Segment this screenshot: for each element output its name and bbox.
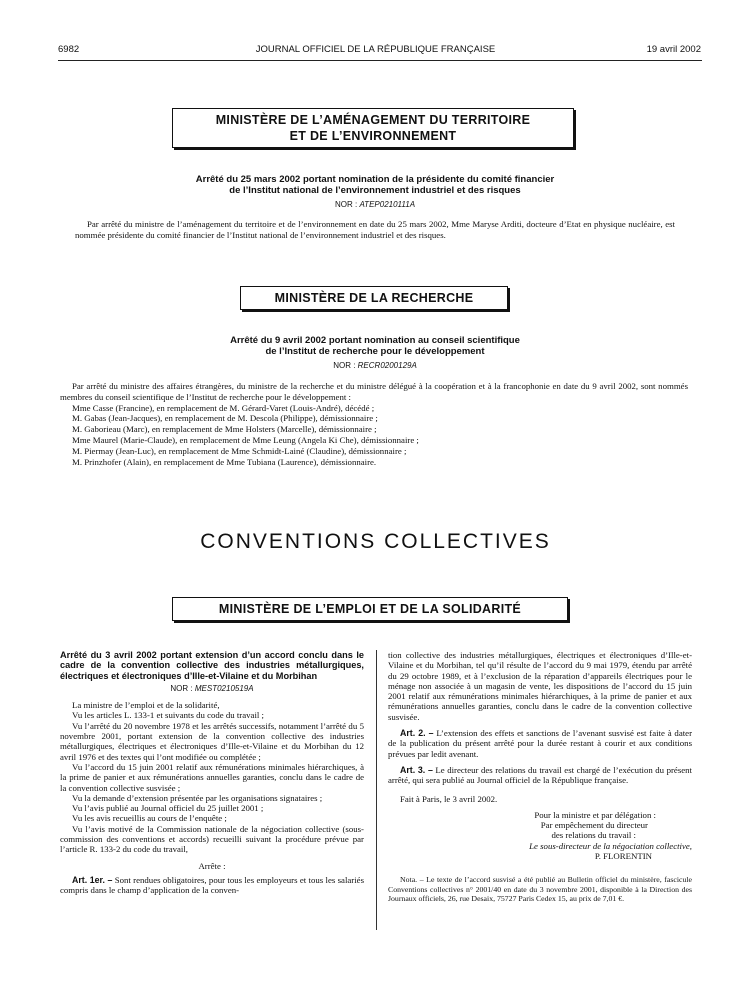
article-3-label: Art. 3. – (400, 764, 433, 775)
intro-paragraph: Par arrêté du ministre des affaires étrangères, du ministre de la recherche et du ministre délégué à la coopération et à la francophonie en date du 9 avril 2002, sont nommés membres du conseil scientifique de l’Institut de recherche pour le développement : (60, 381, 688, 402)
nor-code: ATEP0210111A (359, 200, 416, 209)
article-1-text: Sont rendues obligatoires, pour tous les employeurs et tous les salariés compris dans le champ d’application de la conven- (60, 874, 364, 896)
ministry-box-amenagement (172, 108, 574, 148)
article-1-continuation: tion collective des industries métallurgiques, électriques et électroniques d’Ille-et-Vilaine et du Morbihan, tel qu’il résulte de l’accord du 9 mai 1979, étendu par arrêté du 29 octobre 1989, et à l’exclusion de la réparation d’appareils électriques pour le ménage non associée à un magasin de vente, les dispositions de l’accord du 15 juin 2001 relatif aux rémunérations minimales hiérarchiques, à la prime de panier et aux rémunérations annuelles garanties, conclu dans le cadre de la convention collective susvisée. (388, 650, 692, 722)
column-separator (376, 650, 377, 930)
signature-line: Pour la ministre et par délégation : (534, 809, 656, 820)
arrete-label: Arrête : (198, 860, 226, 871)
arrete-body (75, 219, 675, 241)
signatory-name: P. FLORENTIN (594, 851, 652, 862)
article-3-text: Le directeur des relations du travail est chargé de l’exécution du présent arrêté, qui sera publié au Journal officiel de la République française. (388, 764, 692, 786)
nota-note: Nota. – Le texte de l’accord susvisé a été publié au Bulletin officiel du ministère, fascicule Conventions collectives n° 2001/40 en date du 3 novembre 2001, disponible à la Direction des Journaux officiels, 26, rue Desaix, 75727 Paris Cedex 15, au prix de 7,01 €. (388, 875, 692, 904)
arrete-title (100, 335, 650, 357)
nor-code: MEST0210519A (194, 683, 254, 693)
ministry-name: MINISTÈRE DE L’EMPLOI ET DE LA SOLIDARITÉ (218, 602, 522, 616)
member-item: M. Piermay (Jean-Luc), en remplacement de Mme Schmidt-Lainé (Claudine), démissionnaire ; (72, 445, 407, 456)
arrete-title: Arrêté du 3 avril 2002 portant extension d’un accord conclu dans le cadre de la convention collective des industries métallurgiques, électriques et électroniques d’Ille-et-Vilaine et du Morbihan (60, 650, 364, 681)
page-number: 6982 (58, 44, 80, 55)
article-2-label: Art. 2. – (400, 728, 434, 739)
article-1 (60, 875, 364, 896)
considerant-paragraph: Vu l’arrêté du 20 novembre 1978 et les arrêtés successifs, notamment l’arrêté du 5 novembre 2001, portant extension de la convention collective des industries métallurgiques, électriques et électroniques d’Ille-et-Vilaine et du Morbihan du 12 avril 1976 et des textes qui l’ont modifiée ou complétée ; (60, 720, 364, 762)
considerant-paragraph: Vu les articles L. 133-1 et suivants du code du travail ; (72, 710, 264, 721)
considerant-paragraph: Vu l’accord du 15 juin 2001 relatif aux rémunérations minimales hiérarchiques, à la prime de panier et aux rémunérations annuelles garanties, conclu dans le cadre de la convention collective susvisée ; (60, 761, 364, 793)
arrete-title-line1: Arrêté du 25 mars 2002 portant nomination de la présidente du comité financier (195, 174, 555, 185)
article-3 (388, 765, 692, 786)
member-item: Mme Casse (Francine), en remplacement de M. Gérard-Varet (Louis-André), décédé ; (72, 402, 375, 413)
article-2 (388, 728, 692, 759)
article-1-label: Art. 1er. – (72, 874, 113, 885)
header-rule (58, 60, 702, 61)
nor-label: NOR : (333, 361, 356, 370)
nor-label: NOR : (170, 683, 193, 693)
issue-date: 19 avril 2002 (646, 44, 701, 55)
body-paragraph: Par arrêté du ministre de l’aménagement du territoire et de l’environnement en date du 25 mars 2002, Mme Maryse Arditi, docteure d’Etat en physique nucléaire, est nommée présidente du comité financier de l’Institut national de l’environnement industriel et des risques. (75, 219, 675, 240)
considerant-paragraph: Vu l’avis publié au Journal officiel du 25 juillet 2001 ; (72, 803, 264, 814)
considerant-paragraph: La ministre de l’emploi et de la solidarité, (72, 700, 220, 711)
arrete-title-line2: de l’Institut de recherche pour le développement (265, 346, 485, 357)
arrete-title-line1: Arrêté du 9 avril 2002 portant nomination au conseil scientifique (230, 335, 520, 346)
done-at: Fait à Paris, le 3 avril 2002. (400, 793, 498, 804)
nor-code: RECR0200129A (357, 361, 417, 370)
considerant-paragraph: Vu les avis recueillis au cours de l’enquête ; (72, 813, 227, 824)
nor-reference (100, 200, 650, 209)
member-item: M. Gaborieau (Marc), en remplacement de Mme Holsters (Marcelle), démissionnaire ; (72, 424, 377, 435)
ministry-box-emploi (172, 597, 568, 621)
arrete-title-line2: de l’Institut national de l’environnement industriel et des risques (229, 185, 521, 196)
right-column (388, 650, 692, 904)
considerant-paragraph: Vu la demande d’extension présentée par les organisations signataires ; (72, 792, 323, 803)
considerant-paragraph: Vu l’avis motivé de la Commission nationale de la négociation collective (sous-commission des conventions et accords) recueilli suivant la procédure prévue par l’article R. 133-2 du code du travail, (60, 823, 364, 855)
ministry-name-line1: MINISTÈRE DE L’AMÉNAGEMENT DU TERRITOIRE (215, 113, 531, 127)
arrete-body (60, 381, 688, 467)
signature-line: des relations du travail : (551, 830, 636, 841)
signature-line: Par empêchement du directeur (540, 820, 648, 831)
ministry-box-recherche (240, 286, 508, 310)
left-column (60, 650, 364, 896)
member-item: Mme Maurel (Marie-Claude), en remplacement de Mme Leung (Angela Ki Che), démissionnaire ; (72, 434, 419, 445)
member-item: M. Gabas (Jean-Jacques), en remplacement de M. Descola (Philippe), démissionnaire ; (72, 413, 378, 424)
nor-label: NOR : (334, 200, 358, 209)
article-2-text: L’extension des effets et sanctions de l’avenant susvisé est faite à dater de la publication du présent arrêté pour la durée restant à courir et aux conditions prévues par ledit avenant. (388, 728, 693, 759)
journal-title: JOURNAL OFFICIEL DE LA RÉPUBLIQUE FRANÇAISE (255, 44, 496, 55)
nor-reference (100, 361, 650, 370)
nor-reference (60, 684, 364, 694)
arrete-title (100, 174, 650, 196)
member-item: M. Prinzhofer (Alain), en remplacement de Mme Tubiana (Laurence), démissionnaire. (72, 456, 377, 467)
ministry-name-line2: ET DE L’ENVIRONNEMENT (289, 129, 457, 143)
conventions-heading: CONVENTIONS COLLECTIVES (200, 530, 551, 553)
ministry-name: MINISTÈRE DE LA RECHERCHE (274, 291, 474, 305)
signature-line: Le sous-directeur de la négociation collective, (529, 840, 692, 851)
